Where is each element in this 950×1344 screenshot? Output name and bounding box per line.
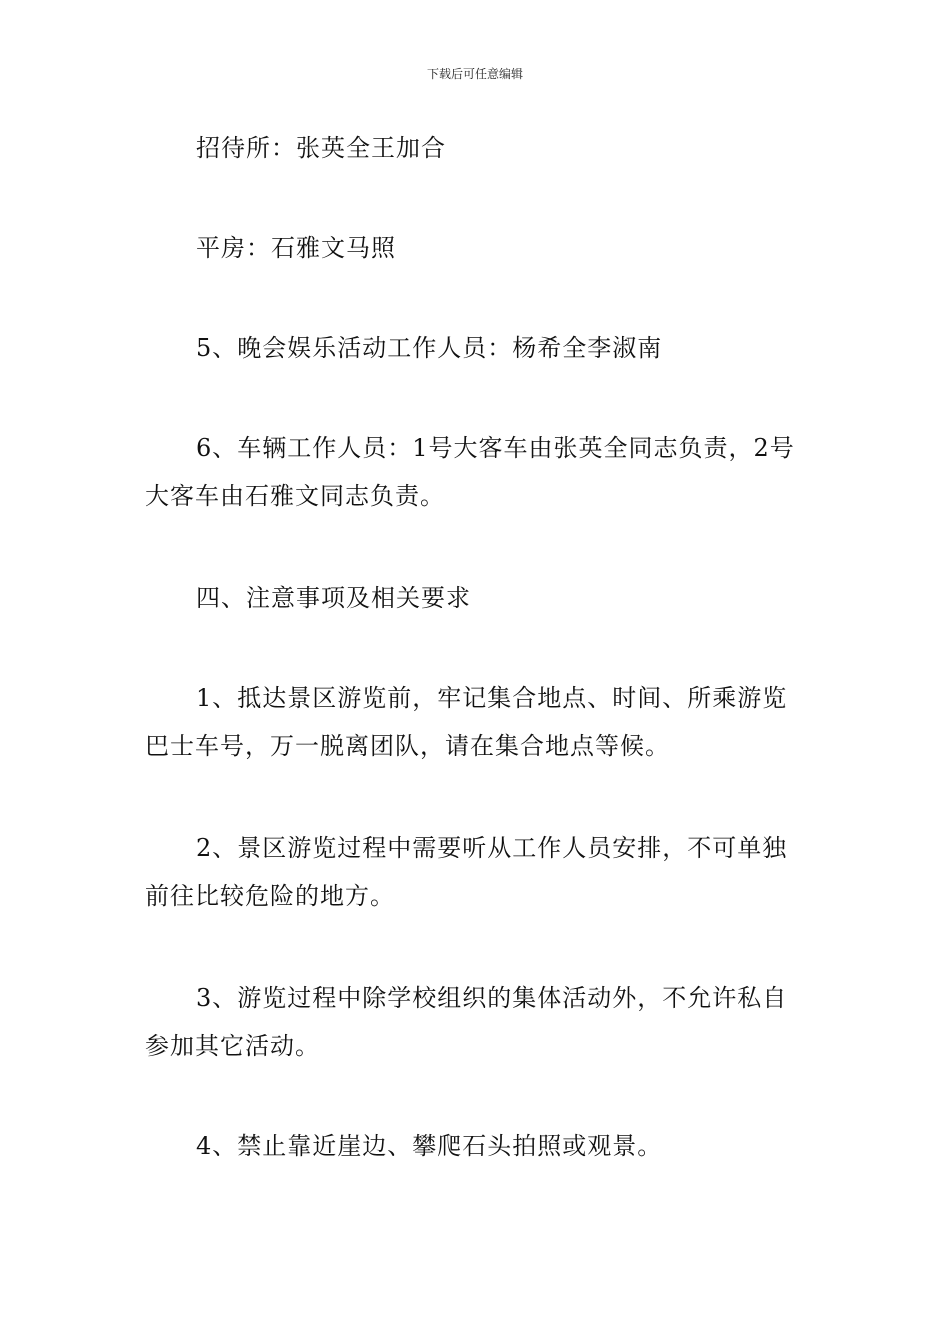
section-heading-precautions: 四、注意事项及相关要求 [196,584,471,612]
paragraph-rule-1: 1、抵达景区游览前，牢记集合地点、时间、所乘游览巴士车号，万一脱离团队，请在集合地点等候。 [145,684,788,760]
paragraph-rule-2: 2、景区游览过程中需要听从工作人员安排，不可单独前往比较危险的地方。 [145,834,788,910]
paragraph-bungalow-staff: 平房：石雅文马照 [196,234,396,262]
paragraph-vehicle-staff: 6、车辆工作人员：1号大客车由张英全同志负责，2号大客车由石雅文同志负责。 [145,434,795,510]
paragraph-rule-3: 3、游览过程中除学校组织的集体活动外，不允许私自参加其它活动。 [145,984,788,1060]
paragraph-evening-entertainment-staff: 5、晚会娱乐活动工作人员：杨希全李淑南 [196,334,663,362]
paragraph-guesthouse-staff: 招待所：张英全王加合 [196,134,446,162]
page-header-note: 下载后可任意编辑 [426,67,523,81]
paragraph-rule-4: 4、禁止靠近崖边、攀爬石头拍照或观景。 [196,1132,663,1160]
